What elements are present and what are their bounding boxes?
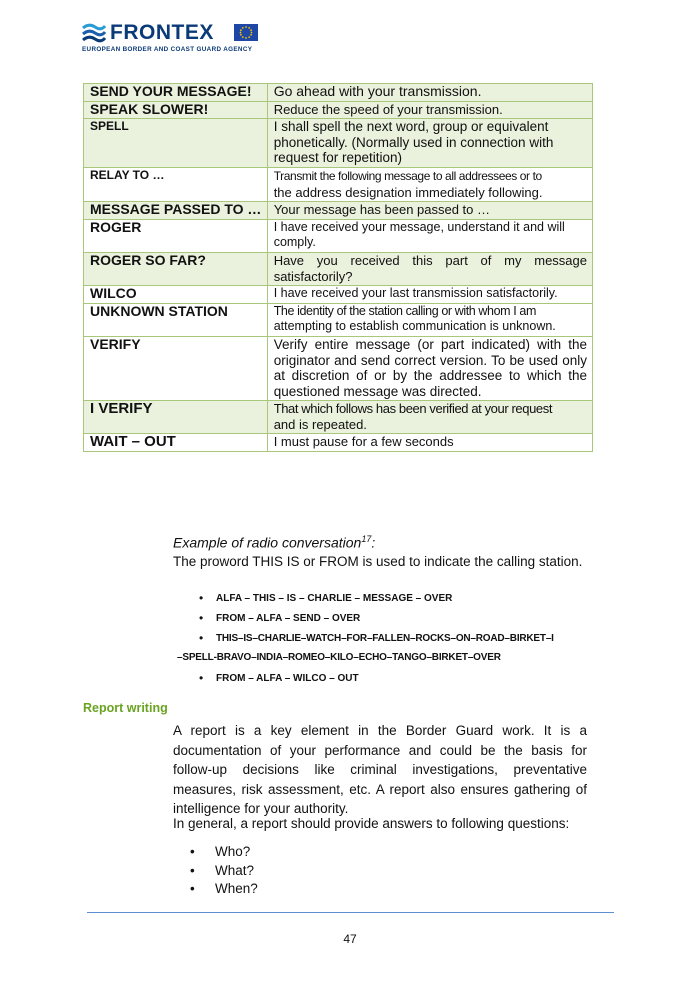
meaning-line: That which follows has been verified at your request [273, 401, 553, 417]
proword-table [83, 83, 593, 452]
bullet-icon: • [190, 844, 195, 859]
table-row [84, 336, 593, 400]
question-text: When? [215, 881, 258, 896]
proword-meaning: Verify entire message (or part indicated) with the originator and send correct version. To be used only at discretion of or by the addressee to which the questioned message was directed. [267, 336, 592, 400]
bullet-icon: • [199, 631, 204, 645]
proword: ROGER [84, 219, 268, 252]
table-row [84, 119, 593, 168]
proword-meaning: I have received your message, understand it and will comply. [267, 219, 592, 252]
proword-meaning: I have received your last transmission satisfactorily. [267, 286, 592, 304]
proword-meaning: I shall spell the next word, group or equivalent phonetically. (Normally used in connection with request for repetition) [267, 119, 592, 168]
frontex-logo [82, 18, 282, 58]
table-row [84, 167, 593, 201]
report-writing-heading: Report writing [83, 701, 168, 715]
bullet-icon: • [190, 862, 195, 878]
list-item [190, 843, 258, 862]
bullet-icon: • [199, 671, 204, 685]
proword: MESSAGE PASSED TO … [84, 202, 268, 220]
table-row [84, 219, 593, 252]
proword: VERIFY [84, 336, 268, 400]
table-row [84, 252, 593, 285]
question-list [190, 843, 258, 899]
radio-line: ALFA – THIS – IS – CHARLIE – MESSAGE – OVER [216, 593, 453, 604]
proword-meaning [267, 167, 592, 201]
table-row [84, 84, 593, 102]
meaning-line: Transmit the following message to all addressees or to [273, 168, 542, 183]
frontex-wave-icon [82, 22, 106, 44]
table-row [84, 401, 593, 434]
proword-meaning [267, 303, 592, 336]
report-questions-intro: In general, a report should provide answers to following questions: [173, 816, 570, 831]
proword: I VERIFY [84, 401, 268, 434]
agency-name: EUROPEAN BORDER AND COAST GUARD AGENCY [82, 46, 253, 53]
question-text: What? [215, 862, 255, 878]
bullet-icon: • [199, 591, 204, 605]
report-paragraph: A report is a key element in the Border Guard work. It is a documentation of your performance and could be the basis for follow-up decisions like criminal investigations, preventative measures, risk assessment, etc. A report also ensures gathering of intelligence for your authority. [173, 723, 587, 817]
example-title [173, 531, 613, 552]
bullet-icon: • [199, 611, 204, 625]
proword-meaning: Go ahead with your transmission. [267, 84, 592, 102]
list-item [190, 862, 258, 881]
radio-line: THIS–IS–CHARLIE–WATCH–FOR–FALLEN–ROCKS–ON–ROAD–BIRKET–I [216, 633, 554, 644]
page-number: 47 [343, 932, 357, 946]
table-row [84, 202, 593, 220]
footer-divider [87, 912, 614, 913]
brand-name: FRONTEX [110, 21, 214, 44]
proword: RELAY TO … [84, 167, 268, 201]
meaning-line: The identity of the station calling or with whom I am [273, 303, 536, 318]
example-title-suffix: : [371, 534, 376, 551]
meaning-line: attempting to establish communication is unknown. [273, 319, 556, 334]
list-item [190, 880, 258, 899]
proword: SPEAK SLOWER! [84, 101, 268, 119]
proword: ROGER SO FAR? [84, 252, 268, 285]
table-row [84, 286, 593, 304]
proword: WAIT – OUT [84, 434, 268, 452]
example-intro: The proword THIS IS or FROM is used to indicate the calling station. [173, 553, 583, 569]
bullet-icon: • [190, 881, 195, 896]
example-title-text: Example of radio conversation [173, 534, 362, 551]
example-section [173, 531, 613, 570]
proword-meaning: Your message has been passed to … [267, 202, 592, 220]
proword-meaning: Reduce the speed of your transmission. [267, 101, 592, 119]
radio-line: FROM – ALFA – WILCO – OUT [216, 673, 359, 684]
question-text: Who? [215, 844, 251, 859]
footnote-ref: 17 [361, 534, 372, 544]
proword: UNKNOWN STATION [84, 303, 268, 336]
proword-meaning: I must pause for a few seconds [267, 434, 592, 452]
proword: SPELL [84, 119, 268, 168]
table-row [84, 101, 593, 119]
proword: SEND YOUR MESSAGE! [84, 84, 268, 102]
radio-line: FROM – ALFA – SEND – OVER [216, 613, 361, 624]
radio-line: –SPELL-BRAVO–INDIA–ROMEO–KILO–ECHO–TANGO–BIRKET–OVER [177, 652, 501, 663]
proword-meaning [267, 401, 592, 434]
proword-meaning: Have you received this part of my message satisfactorily? [267, 252, 592, 285]
meaning-line: and is repeated. [273, 416, 367, 432]
proword: WILCO [84, 286, 268, 304]
table-row [84, 303, 593, 336]
meaning-line: the address designation immediately following. [273, 184, 543, 200]
eu-flag-icon [234, 24, 258, 41]
table-row [84, 434, 593, 452]
